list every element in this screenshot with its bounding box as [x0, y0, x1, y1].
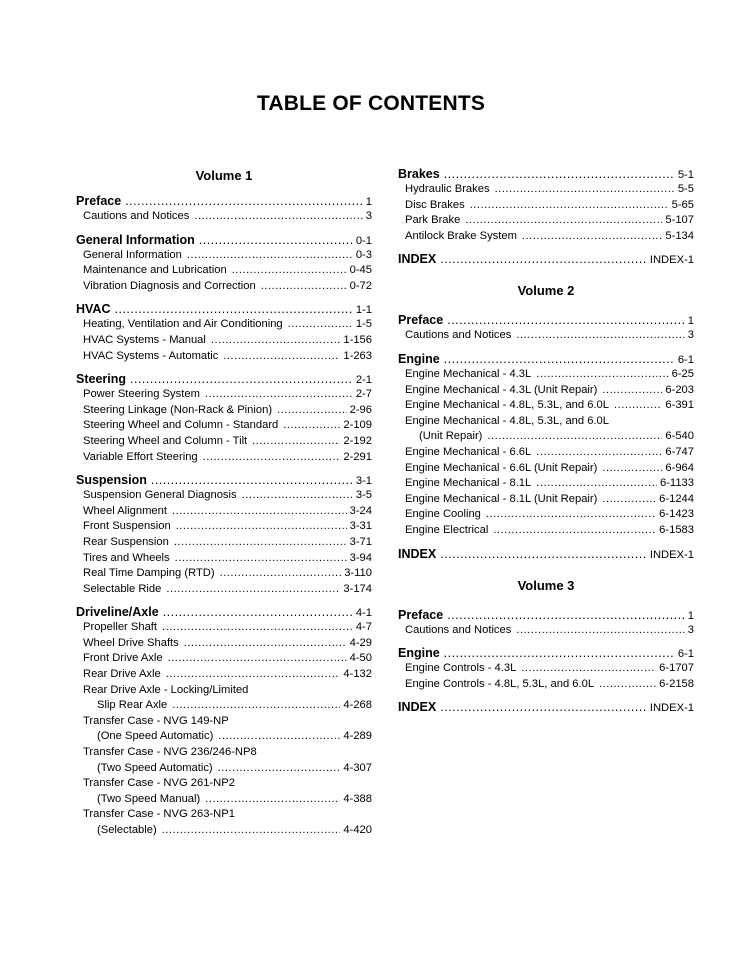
entry-label: Wheel Drive Shafts — [83, 636, 179, 649]
dot-leader — [602, 461, 662, 477]
dot-leader — [218, 761, 341, 777]
toc-entry[interactable] — [76, 729, 372, 745]
dot-leader — [223, 349, 340, 365]
toc-entry[interactable] — [398, 661, 694, 677]
page-number: 4-50 — [349, 652, 372, 665]
toc-entry[interactable] — [76, 279, 372, 295]
dot-leader — [536, 476, 657, 492]
dot-leader — [174, 535, 347, 551]
entry-label: Park Brake — [405, 214, 461, 227]
dot-leader — [599, 677, 656, 693]
section-heading-preface[interactable] — [76, 193, 372, 209]
entry-label: Heating, Ventilation and Air Conditioning — [83, 318, 283, 331]
page-number: INDEX-1 — [649, 254, 694, 267]
dot-leader — [277, 403, 347, 419]
page-number: 3-174 — [343, 582, 372, 595]
toc-entry[interactable] — [76, 582, 372, 598]
entry-label: Disc Brakes — [405, 198, 465, 211]
page-number: INDEX-1 — [649, 702, 694, 715]
entry-label: Engine Mechanical - 6.6L (Unit Repair) — [405, 461, 598, 474]
toc-entry[interactable] — [398, 445, 694, 461]
toc-section-brakes — [398, 166, 694, 244]
toc-entry[interactable] — [398, 328, 694, 344]
left-column — [76, 166, 372, 846]
dot-leader — [166, 582, 340, 598]
dot-leader — [440, 251, 647, 267]
entry-label-line1: Transfer Case - NVG 149-NP — [83, 714, 229, 727]
toc-entry[interactable] — [76, 620, 372, 636]
page-number: 1-156 — [343, 333, 372, 346]
dot-leader — [465, 213, 662, 229]
page-number: 2-291 — [343, 450, 372, 463]
dot-leader — [172, 698, 340, 714]
entry-label: (Unit Repair) — [419, 430, 483, 443]
entry-label: Steering — [76, 372, 127, 387]
dot-leader — [470, 198, 669, 214]
toc-section-preface — [76, 193, 372, 225]
entry-label: HVAC Systems - Manual — [83, 333, 206, 346]
toc-entry[interactable] — [398, 398, 694, 414]
dot-leader — [283, 418, 340, 434]
toc-entry[interactable] — [398, 492, 694, 508]
dot-leader — [447, 312, 685, 328]
toc-entry[interactable] — [76, 403, 372, 419]
page-number: 4-7 — [355, 621, 372, 634]
entry-label: Engine — [398, 351, 440, 366]
dot-leader — [516, 623, 684, 639]
volume-heading: Volume 2 — [517, 283, 575, 299]
toc-entry[interactable] — [76, 566, 372, 582]
dot-leader — [168, 651, 347, 667]
page-number: 3-1 — [355, 475, 372, 488]
dot-leader — [211, 333, 340, 349]
toc-entry[interactable] — [398, 677, 694, 693]
toc-section-general-information — [76, 232, 372, 295]
entry-label-line1: Engine Mechanical - 4.8L, 5.3L, and 6.0L — [405, 414, 610, 427]
entry-label: Real Time Damping (RTD) — [83, 567, 215, 580]
dot-leader — [184, 636, 347, 652]
entry-label: Tires and Wheels — [83, 551, 170, 564]
entry-label-line1: Transfer Case - NVG 236/246-NP8 — [83, 746, 257, 759]
dot-leader — [444, 166, 675, 182]
page-number: 5-5 — [677, 183, 694, 195]
page-number: 4-132 — [343, 668, 372, 681]
toc-section-hvac — [76, 301, 372, 364]
dot-leader — [614, 398, 662, 414]
entry-label: Engine Mechanical - 4.8L, 5.3L, and 6.0L — [405, 399, 610, 412]
dot-leader — [447, 607, 685, 623]
dot-leader — [261, 279, 347, 295]
dot-leader — [205, 387, 353, 403]
dot-leader — [493, 523, 656, 539]
dot-leader — [205, 792, 340, 808]
toc-entry[interactable] — [398, 383, 694, 399]
page-number: 1-1 — [355, 304, 372, 317]
page-number: 2-7 — [355, 388, 372, 401]
entry-label: Engine Cooling — [405, 508, 481, 521]
toc-section-preface — [398, 607, 694, 639]
dot-leader — [440, 699, 647, 715]
toc-entry[interactable] — [76, 823, 372, 839]
page-number: 3-5 — [355, 489, 372, 502]
entry-label: Engine — [398, 646, 440, 661]
entry-label: Suspension — [76, 473, 147, 488]
toc-entry[interactable] — [398, 198, 694, 214]
page-number: 3-31 — [349, 520, 372, 533]
page-number: 1 — [687, 609, 694, 622]
toc-entry[interactable] — [76, 488, 372, 504]
page-number: 4-420 — [343, 824, 372, 836]
dot-leader — [288, 317, 353, 333]
page-number: 3 — [687, 623, 694, 636]
entry-label: INDEX — [398, 700, 437, 715]
section-heading-suspension[interactable] — [76, 472, 372, 488]
entry-label: Rear Drive Axle — [83, 668, 161, 681]
entry-label: Steering Wheel and Column - Standard — [83, 419, 279, 432]
dot-leader — [218, 729, 340, 745]
entry-label: Driveline/Axle — [76, 605, 159, 620]
volume-heading: Volume 1 — [195, 168, 253, 183]
entry-label: General Information — [83, 248, 182, 261]
page-number: 6-2158 — [659, 677, 694, 690]
page-number: 1 — [687, 315, 694, 328]
page-number: 6-203 — [665, 383, 694, 396]
toc-entry[interactable] — [398, 461, 694, 477]
entry-label: (Two Speed Automatic) — [97, 761, 213, 774]
section-heading-index[interactable] — [398, 251, 694, 267]
page-number: 3-71 — [349, 535, 372, 548]
section-heading-index[interactable] — [398, 546, 694, 562]
dot-leader — [130, 371, 353, 387]
toc-entry[interactable] — [398, 623, 694, 639]
entry-label: Engine Mechanical - 4.3L — [405, 367, 532, 380]
section-heading-driveline-axle[interactable] — [76, 604, 372, 620]
toc-entry[interactable] — [76, 698, 372, 714]
toc-entry[interactable] — [76, 551, 372, 567]
toc-entry[interactable] — [76, 387, 372, 403]
toc-entry[interactable] — [76, 418, 372, 434]
entry-label: Cautions and Notices — [83, 210, 190, 222]
entry-label: Vibration Diagnosis and Correction — [83, 279, 256, 292]
entry-label: Engine Electrical — [405, 523, 489, 536]
dot-leader — [151, 472, 353, 488]
page-number: 1 — [365, 196, 372, 208]
toc-section-engine — [398, 351, 694, 539]
toc-entry[interactable] — [76, 349, 372, 365]
page-number: 6-1133 — [659, 477, 694, 490]
page-number: 6-747 — [665, 445, 694, 458]
volume-heading: Volume 3 — [517, 577, 575, 593]
section-heading-index[interactable] — [398, 699, 694, 715]
entry-label: Maintenance and Lubrication — [83, 264, 227, 277]
entry-label: (One Speed Automatic) — [97, 730, 214, 743]
section-heading-steering[interactable] — [76, 371, 372, 387]
toc-section-driveline-axle — [76, 604, 372, 838]
page-number: 6-25 — [671, 367, 694, 380]
page-number: 1-263 — [343, 349, 372, 362]
toc-entry[interactable] — [398, 182, 694, 198]
dot-leader — [516, 328, 684, 344]
toc-entry[interactable] — [76, 434, 372, 450]
dot-leader — [172, 504, 347, 520]
dot-leader — [166, 667, 341, 683]
entry-label-line1: Rear Drive Axle - Locking/Limited — [83, 683, 249, 696]
page-number: 6-1244 — [659, 492, 694, 505]
entry-label: HVAC — [76, 302, 111, 317]
entry-label: HVAC Systems - Automatic — [83, 349, 219, 362]
page-title: TABLE OF CONTENTS — [256, 92, 486, 115]
dot-leader — [176, 519, 347, 535]
dot-leader — [162, 823, 341, 839]
dot-leader — [187, 248, 353, 264]
toc-section-index — [398, 699, 694, 715]
page-number: 6-1 — [677, 648, 694, 661]
entry-label: Engine Mechanical - 4.3L (Unit Repair) — [405, 383, 598, 396]
dot-leader — [602, 383, 662, 399]
page-number: 1-5 — [355, 318, 372, 331]
page-number: 5-134 — [665, 229, 694, 242]
entry-label: Front Suspension — [83, 520, 171, 533]
entry-label-line1: Transfer Case - NVG 261-NP2 — [83, 777, 235, 790]
entry-label: Antilock Brake System — [405, 229, 517, 242]
dot-leader — [162, 620, 353, 636]
page-number: INDEX-1 — [649, 548, 694, 561]
page-number: 5-65 — [671, 198, 694, 211]
page-number: 6-1 — [677, 353, 694, 366]
toc-entry[interactable] — [76, 333, 372, 349]
toc-entry[interactable] — [76, 535, 372, 551]
entry-label-line1: Transfer Case - NVG 263-NP1 — [83, 808, 235, 821]
entry-label: Engine Mechanical - 8.1L (Unit Repair) — [405, 492, 598, 505]
toc-section-suspension — [76, 472, 372, 597]
toc-entry[interactable] — [76, 651, 372, 667]
entry-label: General Information — [76, 232, 195, 247]
toc-section-preface — [398, 312, 694, 344]
dot-leader — [495, 182, 675, 198]
page-number: 4-307 — [343, 761, 372, 774]
page-number: 4-29 — [349, 636, 372, 649]
dot-leader — [440, 546, 647, 562]
entry-label: Steering Wheel and Column - Tilt — [83, 434, 248, 447]
toc-entry[interactable] — [398, 429, 694, 445]
page-number: 0-72 — [349, 279, 372, 292]
entry-label: Selectable Ride — [83, 582, 162, 595]
entry-label: Engine Mechanical - 6.6L — [405, 445, 532, 458]
toc-entry[interactable] — [76, 761, 372, 777]
dot-leader — [232, 263, 347, 279]
section-heading-general-information[interactable] — [76, 232, 372, 248]
entry-label: Rear Suspension — [83, 535, 169, 548]
entry-label: Hydraulic Brakes — [405, 183, 490, 195]
section-heading-engine[interactable] — [398, 645, 694, 661]
toc-entry[interactable] — [76, 667, 372, 683]
toc-section-index — [398, 546, 694, 562]
section-heading-hvac[interactable] — [76, 301, 372, 317]
toc-entry[interactable] — [76, 792, 372, 808]
page-number: 6-1423 — [659, 508, 694, 521]
page-number: 3-110 — [344, 567, 372, 580]
entry-label: Engine Controls - 4.3L — [405, 662, 517, 675]
toc-entry[interactable] — [76, 450, 372, 466]
entry-label: Preface — [398, 607, 444, 622]
toc-entry[interactable] — [398, 213, 694, 229]
entry-label: Steering Linkage (Non-Rack & Pinion) — [83, 403, 273, 416]
entry-label: Power Steering System — [83, 388, 200, 401]
toc-entry[interactable] — [398, 507, 694, 523]
toc-entry[interactable] — [76, 504, 372, 520]
toc-entry[interactable] — [76, 263, 372, 279]
page-number: 0-1 — [355, 234, 372, 247]
section-heading-preface[interactable] — [398, 607, 694, 623]
toc-section-steering — [76, 371, 372, 465]
dot-leader — [486, 507, 656, 523]
dot-leader — [203, 450, 341, 466]
page-number: 2-96 — [349, 403, 372, 416]
page-number: 4-289 — [343, 730, 372, 743]
entry-label: Preface — [398, 313, 444, 328]
entry-label: Engine Mechanical - 8.1L — [405, 477, 532, 490]
entry-label: Cautions and Notices — [405, 329, 512, 342]
page-number: 6-1583 — [659, 523, 694, 536]
toc-entry[interactable] — [76, 519, 372, 535]
page-number: 4-268 — [343, 699, 372, 712]
page-number: 6-1707 — [659, 662, 694, 675]
section-heading-engine[interactable] — [398, 351, 694, 367]
entry-label: INDEX — [398, 252, 437, 267]
entry-label: Preface — [76, 194, 122, 208]
dot-leader — [194, 209, 362, 225]
entry-label: INDEX — [398, 546, 437, 561]
right-column — [398, 166, 694, 722]
entry-label: Wheel Alignment — [83, 504, 167, 517]
dot-leader — [220, 566, 342, 582]
dot-leader — [242, 488, 353, 504]
toc-entry[interactable] — [398, 367, 694, 383]
dot-leader — [252, 434, 340, 450]
page-number: 5-1 — [677, 169, 694, 181]
page-number: 6-391 — [665, 399, 694, 412]
toc-entry[interactable] — [76, 317, 372, 333]
page-number: 3 — [687, 329, 694, 342]
entry-label: (Selectable) — [97, 824, 157, 836]
dot-leader — [199, 232, 353, 248]
dot-leader — [487, 429, 662, 445]
toc-entry[interactable] — [76, 248, 372, 264]
page-number: 6-540 — [665, 430, 694, 443]
toc-entry[interactable] — [76, 636, 372, 652]
page-number: 0-45 — [349, 264, 372, 277]
dot-leader — [444, 645, 675, 661]
page-number: 3-24 — [349, 504, 372, 517]
page-number: 2-1 — [355, 374, 372, 387]
dot-leader — [125, 193, 363, 209]
entry-label: Cautions and Notices — [405, 623, 512, 636]
dot-leader — [175, 551, 347, 567]
toc-section-index — [398, 251, 694, 267]
page-number: 5-107 — [665, 214, 694, 227]
page-number: 0-3 — [355, 248, 372, 261]
page-number: 4-388 — [343, 792, 372, 805]
dot-leader — [521, 661, 656, 677]
dot-leader — [536, 367, 668, 383]
toc-section-engine — [398, 645, 694, 692]
dot-leader — [163, 604, 353, 620]
entry-label: Propeller Shaft — [83, 621, 158, 634]
page-number: 4-1 — [355, 607, 372, 620]
page-number: 3 — [365, 210, 372, 222]
dot-leader — [536, 445, 662, 461]
dot-leader — [602, 492, 656, 508]
dot-leader — [522, 229, 662, 245]
entry-label: Engine Controls - 4.8L, 5.3L, and 6.0L — [405, 677, 595, 690]
page-number: 2-192 — [343, 434, 372, 447]
entry-label: Slip Rear Axle — [97, 699, 168, 712]
page-number: 6-964 — [665, 461, 694, 474]
entry-label: (Two Speed Manual) — [97, 792, 201, 805]
section-heading-preface[interactable] — [398, 312, 694, 328]
page-number: 2-109 — [343, 419, 372, 432]
dot-leader — [115, 301, 353, 317]
entry-label: Brakes — [398, 167, 440, 181]
toc-entry[interactable] — [398, 229, 694, 245]
entry-label: Front Drive Axle — [83, 652, 163, 665]
dot-leader — [444, 351, 675, 367]
toc-entry[interactable] — [398, 476, 694, 492]
page-number: 3-94 — [349, 551, 372, 564]
toc-entry[interactable] — [398, 523, 694, 539]
section-heading-brakes[interactable] — [398, 166, 694, 182]
toc-entry[interactable] — [76, 209, 372, 225]
entry-label: Suspension General Diagnosis — [83, 489, 237, 502]
entry-label: Variable Effort Steering — [83, 450, 198, 463]
